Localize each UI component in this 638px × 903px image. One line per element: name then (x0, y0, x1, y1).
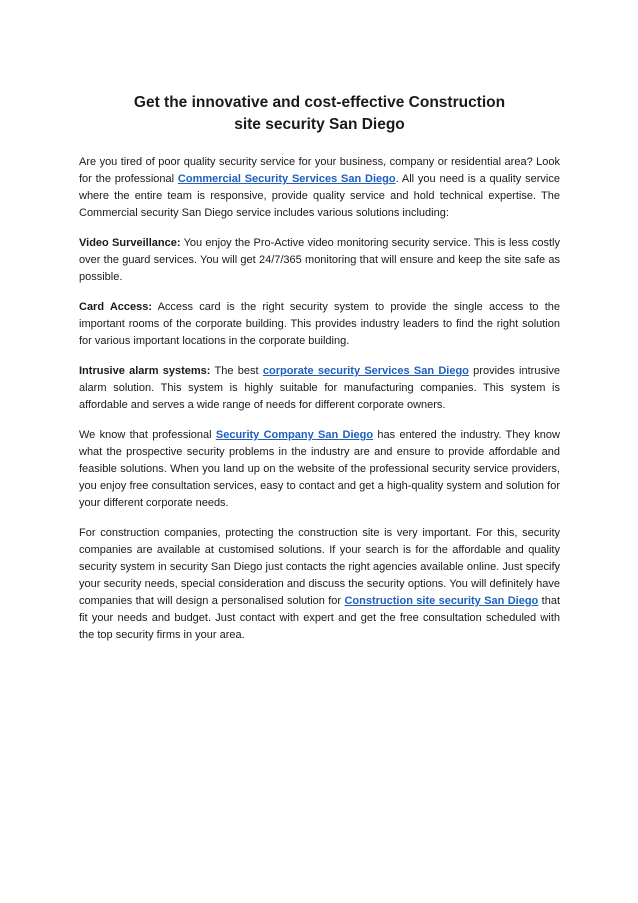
construction-security-link[interactable]: Construction site security San Diego (344, 595, 539, 607)
video-surveillance-paragraph (79, 235, 560, 286)
construction-paragraph (79, 525, 560, 644)
corporate-security-link[interactable]: corporate security Services San Diego (262, 365, 469, 377)
title-line-2: site security San Diego (234, 116, 405, 133)
card-access-text: Access card is the right security system to provide the single access to the important rooms of the corporate building. This provides industry leaders to find the right solution for various important locations in the corporate building. (79, 301, 561, 347)
video-surveillance-text: You enjoy the Pro-Active video monitoring security service. This is less costly over the guard services. You will get 24/7/365 monitoring that will ensure and keep the site safe as possible. (79, 237, 560, 283)
security-company-text-start: We know that professional (79, 429, 216, 441)
card-access-paragraph (79, 299, 560, 350)
document-body (79, 92, 560, 657)
intrusive-alarm-text-end: provides intrusive alarm solution. This system is highly suitable for manufacturing companies. This system is affordable and serves a wide range of needs for different corporate owners. (79, 365, 561, 411)
security-company-link[interactable]: Security Company San Diego (215, 429, 374, 441)
intrusive-alarm-label: Intrusive alarm systems: (79, 365, 211, 377)
video-surveillance-label: Video Surveillance: (79, 237, 181, 249)
intrusive-alarm-paragraph (79, 363, 560, 414)
security-company-paragraph (79, 427, 560, 512)
intro-paragraph (79, 154, 560, 222)
security-company-text-end: has entered the industry. They know what the prospective security problems in the industry are and ensure to provide affordable and feasible solutions. When you land up on the website of the professional security service providers, you enjoy free consultation services, easy to contact and get a high-quality system and solution for your different corporate needs. (79, 429, 560, 509)
card-access-label: Card Access: (79, 301, 153, 313)
intro-text-end: . All you need is a quality service where the entire team is responsive, provide quality service and hold technical expertise. The Commercial security San Diego service includes various solutions including: (79, 173, 560, 219)
commercial-security-link[interactable]: Commercial Security Services San Diego (177, 173, 396, 185)
title-line-1: Get the innovative and cost-effective Construction (133, 94, 506, 111)
construction-text-start: For construction companies, protecting the construction site is very important. For this, security companies are available at customised solutions. If your search is for the affordable and quality security system in security San Diego just contacts the right agencies available online. Just specify your security needs, special consideration and discuss the security options. You will definitely have companies that will design a personalised solution for (79, 527, 560, 607)
intrusive-alarm-text-start: The best (210, 365, 263, 377)
construction-text-end: that fit your needs and budget. Just contact with expert and get the free consultation scheduled with the top security firms in your area. (79, 595, 561, 641)
page-title (79, 92, 560, 136)
intro-text-start: Are you tired of poor quality security service for your business, company or residential area? Look for the professional (79, 156, 560, 185)
